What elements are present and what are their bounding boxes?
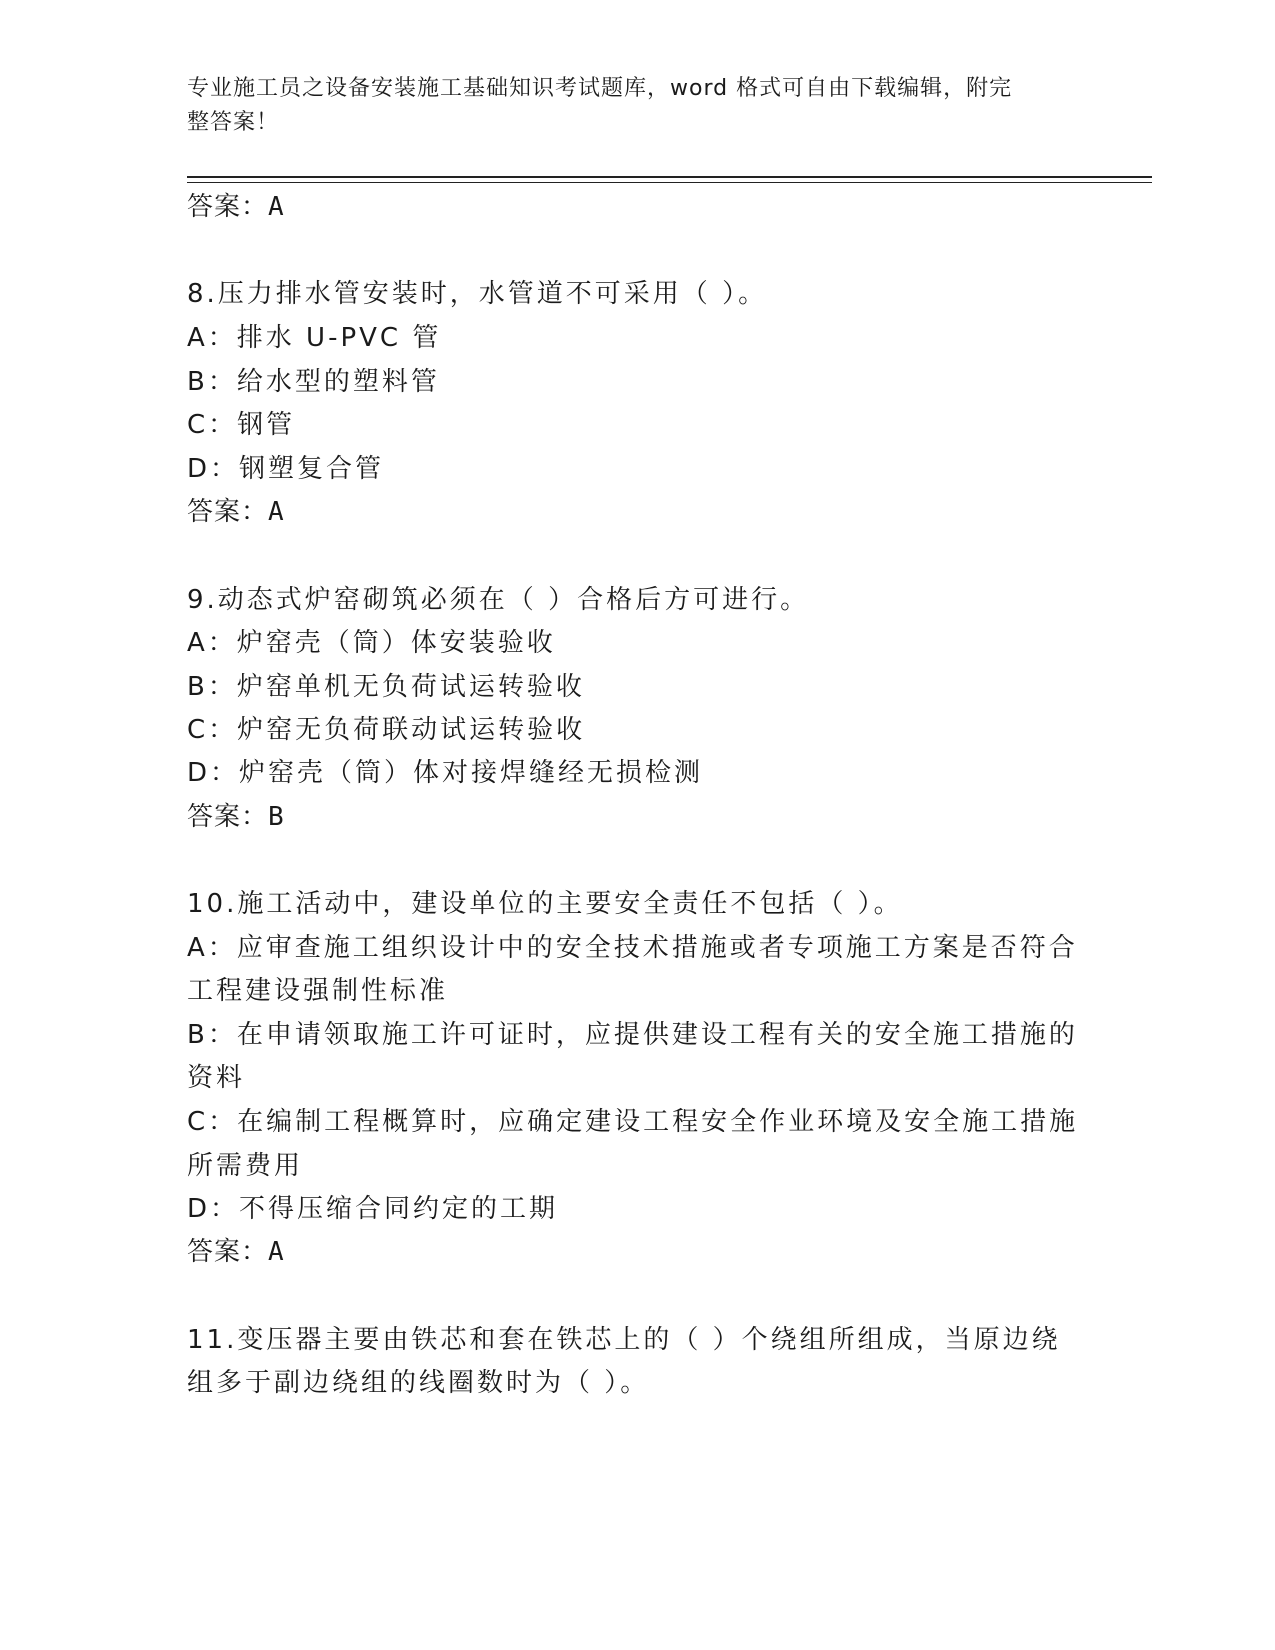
header-divider-thin xyxy=(187,182,1152,183)
question-9-stem: 9.动态式炉窑砌筑必须在（ ）合格后方可进行。 xyxy=(187,585,810,615)
question-9-option-d: D：炉窑壳（筒）体对接焊缝经无损检测 xyxy=(187,758,704,788)
question-9-option-b: B：炉窑单机无负荷试运转验收 xyxy=(187,672,585,702)
header-line-1: 专业施工员之设备安装施工基础知识考试题库，word 格式可自由下载编辑，附完 xyxy=(187,76,1013,101)
question-10-option-a-cont: 工程建设强制性标准 xyxy=(187,976,449,1006)
question-10-option-c-cont: 所需费用 xyxy=(187,1151,304,1181)
question-8-stem: 8.压力排水管安装时，水管道不可采用（ ）。 xyxy=(187,279,768,309)
question-9-answer: 答案：B xyxy=(187,802,285,832)
question-9-option-c: C：炉窑无负荷联动试运转验收 xyxy=(187,715,586,745)
question-10-answer: 答案：A xyxy=(187,1237,285,1267)
question-10-option-b-cont: 资料 xyxy=(187,1063,246,1093)
question-10-stem: 10.施工活动中，建设单位的主要安全责任不包括（ ）。 xyxy=(187,889,903,919)
question-8-option-c: C：钢管 xyxy=(187,410,296,440)
question-10-option-b: B：在申请领取施工许可证时，应提供建设工程有关的安全施工措施的 xyxy=(187,1020,1078,1050)
previous-answer: 答案：A xyxy=(187,192,285,222)
document-header xyxy=(187,72,1067,140)
question-10-option-a: A：应审查施工组织设计中的安全技术措施或者专项施工方案是否符合 xyxy=(187,933,1078,963)
header-line-2: 整答案！ xyxy=(187,110,280,135)
question-8-option-d: D：钢塑复合管 xyxy=(187,454,385,484)
question-8-answer: 答案：A xyxy=(187,497,285,527)
question-10-option-c: C：在编制工程概算时，应确定建设工程安全作业环境及安全施工措施 xyxy=(187,1107,1079,1137)
question-8-option-b: B：给水型的塑料管 xyxy=(187,367,440,397)
question-11-stem-cont: 组多于副边绕组的线圈数时为（ ）。 xyxy=(187,1368,650,1398)
question-9-option-a: A：炉窑壳（筒）体安装验收 xyxy=(187,628,556,658)
question-10-option-d: D：不得压缩合同约定的工期 xyxy=(187,1194,559,1224)
header-divider-thick xyxy=(187,176,1152,178)
question-8-option-a: A：排水 U-PVC 管 xyxy=(187,323,442,353)
question-11-stem: 11.变压器主要由铁芯和套在铁芯上的（ ）个绕组所组成，当原边绕 xyxy=(187,1325,1061,1355)
